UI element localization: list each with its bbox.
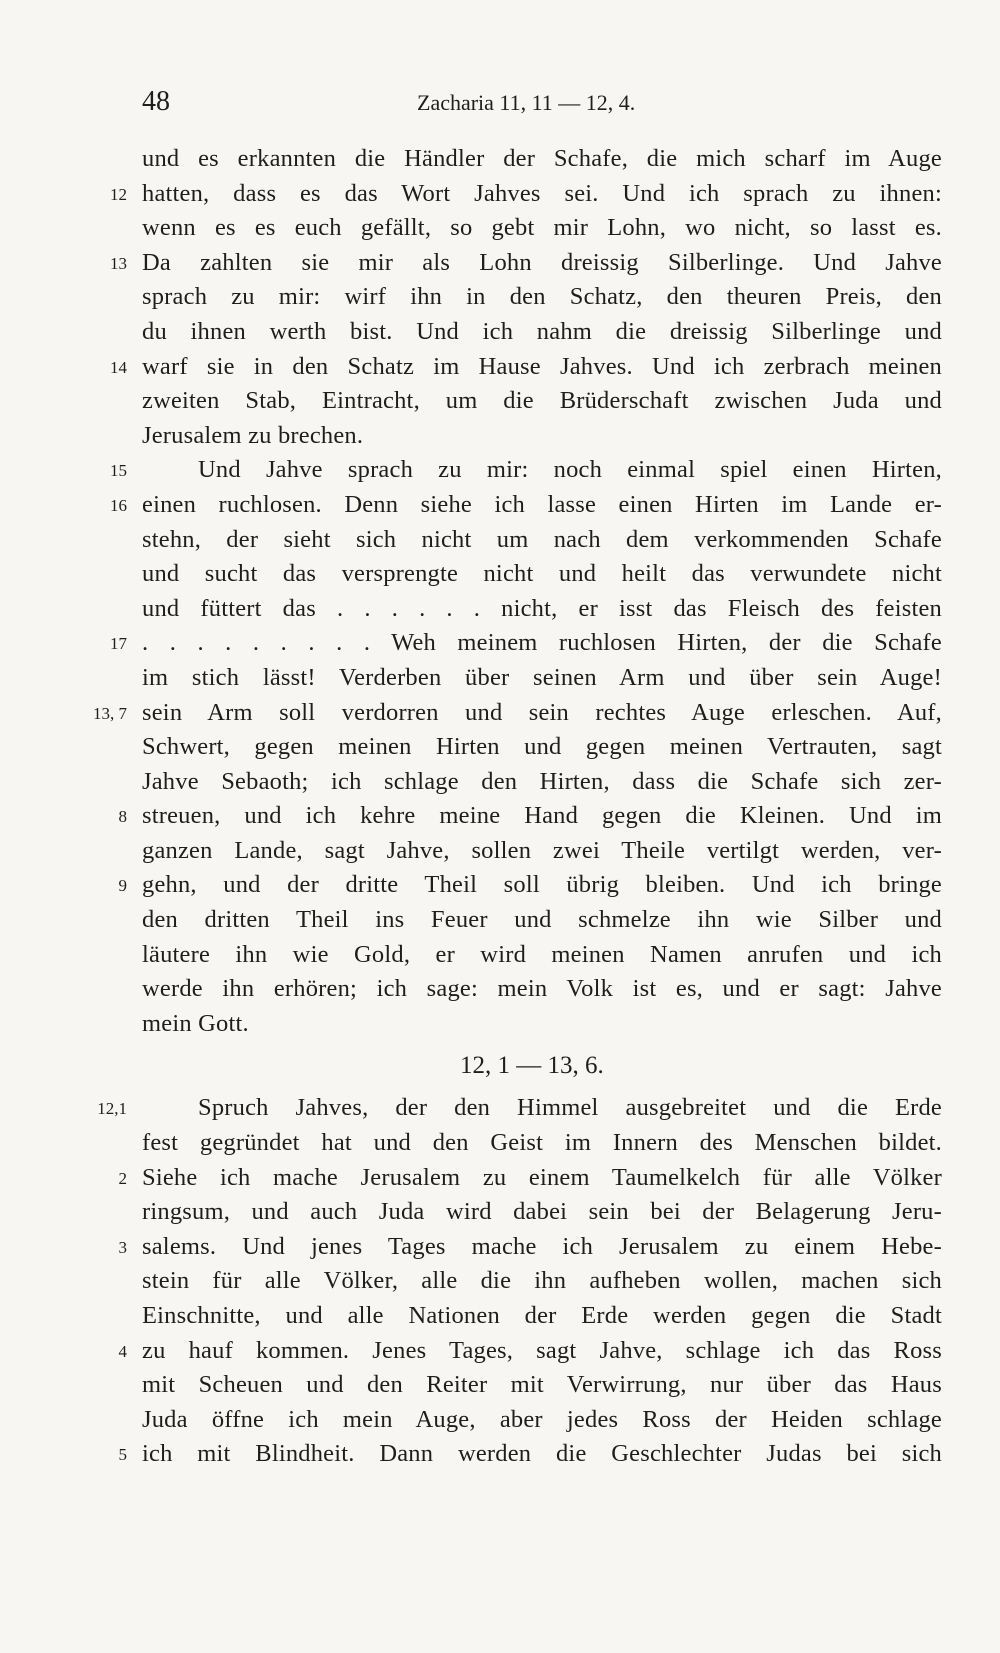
- verse-number: 2: [118, 1168, 127, 1188]
- line-text: läutere ihn wie Gold, er wird meinen Namen anrufen und ich: [142, 940, 942, 968]
- text-line: [0, 868, 1000, 903]
- text-line: [0, 211, 1000, 246]
- text-line: [0, 557, 1000, 592]
- line-text: Einschnitte, und alle Nationen der Erde werden gegen die Stadt: [142, 1302, 942, 1329]
- text-line: [0, 592, 1000, 627]
- line-text: mein Gott.: [142, 1009, 249, 1037]
- line-text: Da zahlten sie mir als Lohn dreissig Silberlinge. Und Jahve: [142, 248, 942, 276]
- line-text: sein Arm soll verdorren und sein rechtes Auge erleschen. Auf,: [142, 698, 942, 726]
- line-text: sprach zu mir: wirf ihn in den Schatz, den theuren Preis, den: [142, 283, 942, 311]
- section-heading: [0, 1041, 1000, 1091]
- line-text: fest gegründet hat und den Geist im Innern des Menschen bildet.: [142, 1129, 942, 1157]
- verse-number: 12,1: [97, 1099, 127, 1119]
- text-line: [0, 523, 1000, 558]
- text-line: [0, 142, 1000, 177]
- text-line: [0, 1230, 1000, 1265]
- text-line: [0, 315, 1000, 350]
- verse-number: 4: [118, 1341, 127, 1361]
- text-line: [0, 1195, 1000, 1230]
- body-text: [0, 142, 1000, 1472]
- text-line: [0, 661, 1000, 696]
- line-text: Schwert, gegen meinen Hirten und gegen meinen Vertrauten, sagt: [142, 733, 942, 761]
- line-text: Jerusalem zu brechen.: [142, 421, 364, 449]
- line-text: gehn, und der dritte Theil soll übrig bleiben. Und ich bringe: [142, 871, 942, 899]
- text-line: [0, 834, 1000, 869]
- line-text: zu hauf kommen. Jenes Tages, sagt Jahve, schlage ich das Ross: [142, 1336, 942, 1364]
- text-line: [0, 696, 1000, 731]
- line-text: im stich lässt! Verderben über seinen Arm und über sein Auge!: [142, 663, 942, 691]
- verse-number: 12: [110, 184, 127, 204]
- text-line: [0, 1334, 1000, 1369]
- text-line: [0, 453, 1000, 488]
- line-text: den dritten Theil ins Feuer und schmelze ihn wie Silber und: [142, 906, 942, 934]
- line-text: und füttert das . . . . . . nicht, er isst das Fleisch des feisten: [142, 594, 942, 622]
- line-text: und sucht das versprengte nicht und heilt das verwundete nicht: [142, 560, 942, 588]
- line-text: einen ruchlosen. Denn siehe ich lasse einen Hirten im Lande er-: [142, 490, 942, 518]
- verse-number: 3: [118, 1237, 127, 1257]
- verse-number: 5: [118, 1445, 127, 1465]
- line-text: ich mit Blindheit. Dann werden die Geschlechter Judas bei sich: [142, 1440, 942, 1468]
- verse-number: 13: [110, 253, 127, 273]
- line-text: hatten, dass es das Wort Jahves sei. Und ich sprach zu ihnen:: [142, 179, 942, 207]
- text-line: [0, 1007, 1000, 1042]
- line-text: stein für alle Völker, alle die ihn aufheben wollen, machen sich: [142, 1267, 942, 1295]
- line-text: Und Jahve sprach zu mir: noch einmal spiel einen Hirten,: [198, 456, 942, 484]
- line-text: salems. Und jenes Tages mache ich Jerusalem zu einem Hebe-: [142, 1232, 942, 1260]
- verse-number: 8: [118, 807, 127, 827]
- text-line: [0, 350, 1000, 385]
- running-head: [142, 86, 658, 126]
- section-heading-text: 12, 1 — 13, 6.: [460, 1052, 604, 1080]
- line-text: wenn es es euch gefällt, so gebt mir Lohn, wo nicht, so lasst es.: [142, 214, 942, 242]
- text-line: [0, 384, 1000, 419]
- text-line: [0, 177, 1000, 212]
- verse-number: 14: [110, 357, 127, 377]
- line-text: Spruch Jahves, der den Himmel ausgebreitet und die Erde: [198, 1094, 942, 1122]
- line-text: Jahve Sebaoth; ich schlage den Hirten, dass die Schafe sich zer-: [142, 767, 942, 795]
- text-line: [0, 1091, 1000, 1126]
- line-text: ganzen Lande, sagt Jahve, sollen zwei Theile vertilgt werden, ver-: [142, 836, 942, 864]
- text-line: [0, 488, 1000, 523]
- verse-number: 17: [110, 634, 127, 654]
- text-line: [0, 1161, 1000, 1196]
- text-line: [0, 1437, 1000, 1472]
- line-text: ringsum, und auch Juda wird dabei sein bei der Belagerung Jeru-: [142, 1198, 942, 1226]
- line-text: du ihnen werth bist. Und ich nahm die dreissig Silberlinge und: [142, 317, 942, 345]
- text-line: [0, 1368, 1000, 1403]
- text-line: [0, 903, 1000, 938]
- page-number: 48: [142, 86, 170, 117]
- line-text: mit Scheuen und den Reiter mit Verwirrung, nur über das Haus: [142, 1371, 942, 1399]
- text-line: [0, 280, 1000, 315]
- text-line: [0, 765, 1000, 800]
- line-text: und es erkannten die Händler der Schafe, die mich scharf im Auge: [142, 145, 942, 172]
- line-text: werde ihn erhören; ich sage: mein Volk ist es, und er sagt: Jahve: [142, 975, 942, 1003]
- text-block-b: [0, 1091, 1000, 1472]
- text-line: [0, 938, 1000, 973]
- text-line: [0, 626, 1000, 661]
- line-text: warf sie in den Schatz im Hause Jahves. Und ich zerbrach meinen: [142, 352, 942, 380]
- text-line: [0, 799, 1000, 834]
- text-line: [0, 972, 1000, 1007]
- verse-number: 15: [110, 461, 127, 481]
- line-text: stehn, der sieht sich nicht um nach dem verkommenden Schafe: [142, 525, 942, 553]
- text-line: [0, 730, 1000, 765]
- running-title: Zacharia 11, 11 — 12, 4.: [417, 90, 636, 115]
- text-line: [0, 1299, 1000, 1334]
- text-line: [0, 419, 1000, 454]
- text-line: [0, 1264, 1000, 1299]
- line-text: Juda öffne ich mein Auge, aber jedes Ross der Heiden schlage: [142, 1405, 942, 1433]
- text-block-a: [0, 142, 1000, 1041]
- line-text: Siehe ich mache Jerusalem zu einem Taumelkelch für alle Völker: [142, 1163, 942, 1191]
- text-line: [0, 1126, 1000, 1161]
- text-line: [0, 246, 1000, 281]
- line-text: . . . . . . . . . Weh meinem ruchlosen Hirten, der die Schafe: [142, 629, 942, 657]
- text-line: [0, 1403, 1000, 1438]
- verse-number: 16: [110, 495, 127, 515]
- verse-number: 9: [118, 876, 127, 896]
- line-text: zweiten Stab, Eintracht, um die Brüderschaft zwischen Juda und: [142, 387, 942, 415]
- verse-number: 13, 7: [93, 703, 127, 723]
- line-text: streuen, und ich kehre meine Hand gegen die Kleinen. Und im: [142, 802, 942, 830]
